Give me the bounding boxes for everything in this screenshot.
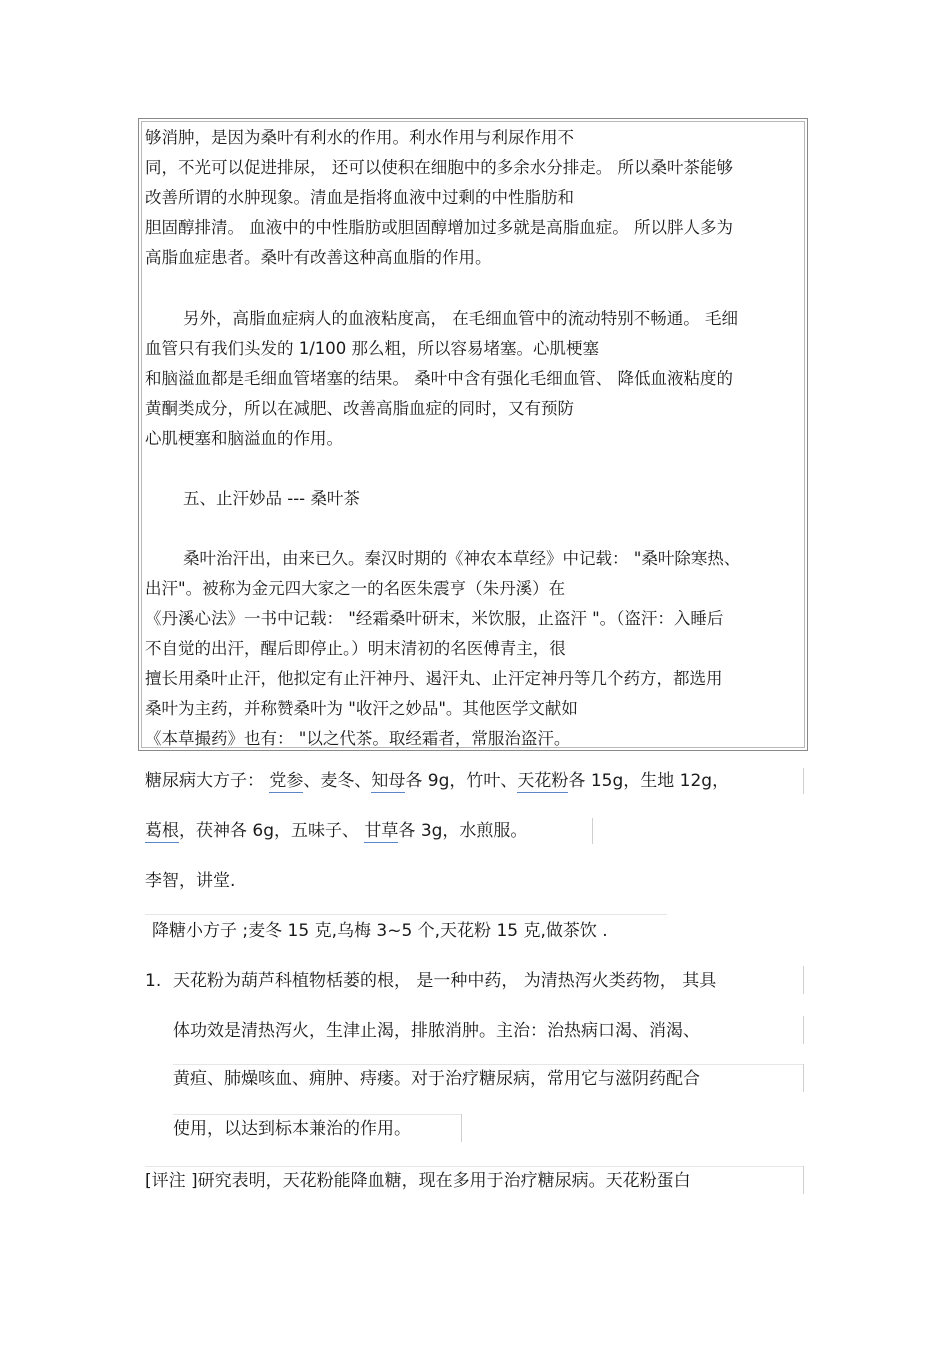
list-number: 1. (145, 971, 162, 991)
recipe-text: 各 3g，水煎服。 (398, 821, 528, 841)
box-line: 《丹溪心法》一书中记载： "经霜桑叶研末，米饮服，止盗汗 "。（盗汗：入睡后 (145, 609, 724, 628)
divider (173, 1114, 461, 1115)
herb-link-gancao[interactable]: 甘草 (364, 821, 399, 841)
herb-link-dangshen[interactable]: 党参 (269, 771, 304, 791)
recipe-text: ，茯神各 6g，五味子、 (179, 821, 365, 841)
divider (803, 1016, 804, 1044)
list-item-line: 黄疸、肺燥咳血、痈肿、痔瘘。对于治疗糖尿病，常用它与滋阴药配合 (173, 1069, 700, 1089)
box-line: 擅长用桑叶止汗，他拟定有止汗神丹、遏汗丸、止汗定神丹等几个药方，都选用 (145, 669, 723, 688)
divider (592, 818, 593, 844)
recipe-prefix: 糖尿病大方子： (145, 771, 264, 791)
box-line: 够消肿，是因为桑叶有利水的作用。利水作用与利尿作用不 (145, 128, 574, 147)
box-line: 改善所谓的水肿现象。清血是指将血液中过剩的中性脂肪和 (145, 188, 574, 207)
recipe-large-line1 (145, 770, 729, 792)
herb-link-gegen[interactable]: 葛根 (145, 821, 179, 841)
divider (145, 1166, 803, 1167)
herb-link-zhimu[interactable]: 知母 (371, 771, 406, 791)
divider (803, 1064, 804, 1092)
box-line: 高脂血症患者。桑叶有改善这种高血脂的作用。 (145, 248, 492, 267)
box-line: 黄酮类成分，所以在减肥、改善高脂血症的同时，又有预防 (145, 399, 574, 418)
divider (145, 914, 667, 915)
box-line: 桑叶为主药，并称赞桑叶为 "收汗之妙品"。其他医学文献如 (145, 699, 578, 718)
author-credit: 李智，讲堂. (145, 871, 236, 891)
herb-link-tianhuafen[interactable]: 天花粉 (517, 771, 569, 791)
divider (803, 768, 804, 794)
divider (803, 1166, 804, 1194)
box-line: 《本草撮药》也有： "以之代茶。取经霜者，常服治盗汗。 (145, 729, 571, 748)
box-line: 胆固醇排清。 血液中的中性脂肪或胆固醇增加过多就是高脂血症。 所以胖人多为 (145, 218, 733, 237)
box-line: 心肌梗塞和脑溢血的作用。 (145, 429, 343, 448)
list-item-line: 体功效是清热泻火，生津止渴，排脓消肿。主治：治热病口渴、消渴、 (173, 1021, 700, 1041)
divider (173, 1064, 803, 1065)
box-line: 不自觉的出汗，醒后即停止。）明末清初的名医傅青主，很 (145, 639, 566, 658)
box-line: 桑叶治汗出，由来已久。秦汉时期的《神农本草经》中记载： "桑叶除寒热、 (183, 549, 741, 568)
box-line: 和脑溢血都是毛细血管堵塞的结果。 桑叶中含有强化毛细血管、 降低血液粘度的 (145, 369, 733, 388)
divider (803, 966, 804, 994)
recipe-text: 各 15g，生地 12g， (568, 771, 730, 791)
box-line: 血管只有我们头发的 1/100 那么粗，所以容易堵塞。心肌梗塞 (145, 339, 600, 358)
list-item-line: 使用，以达到标本兼治的作用。 (173, 1119, 411, 1139)
recipe-small: 降糖小方子 ;麦冬 15 克,乌梅 3~5 个,天花粉 15 克,做茶饮 . (152, 921, 608, 941)
box-line: 同，不光可以促进排尿， 还可以使积在细胞中的多余水分排走。 所以桑叶茶能够 (145, 158, 733, 177)
recipe-large-line2 (145, 820, 527, 842)
section-heading: 五、止汗妙品 --- 桑叶茶 (183, 489, 360, 508)
recipe-text: 各 9g，竹叶、 (405, 771, 518, 791)
commentary: [评注 ]研究表明，天花粉能降血糖，现在多用于治疗糖尿病。天花粉蛋白 (145, 1171, 691, 1191)
list-item-line: 天花粉为葫芦科植物栝蒌的根， 是一种中药， 为清热泻火类药物， 其具 (173, 971, 717, 991)
divider (461, 1114, 462, 1142)
recipe-text: 、麦冬、 (303, 771, 372, 791)
box-line: 另外，高脂血症病人的血液粘度高， 在毛细血管中的流动特别不畅通。 毛细 (183, 309, 738, 328)
box-line: 出汗"。被称为金元四大家之一的名医朱震亨（朱丹溪）在 (145, 579, 566, 598)
